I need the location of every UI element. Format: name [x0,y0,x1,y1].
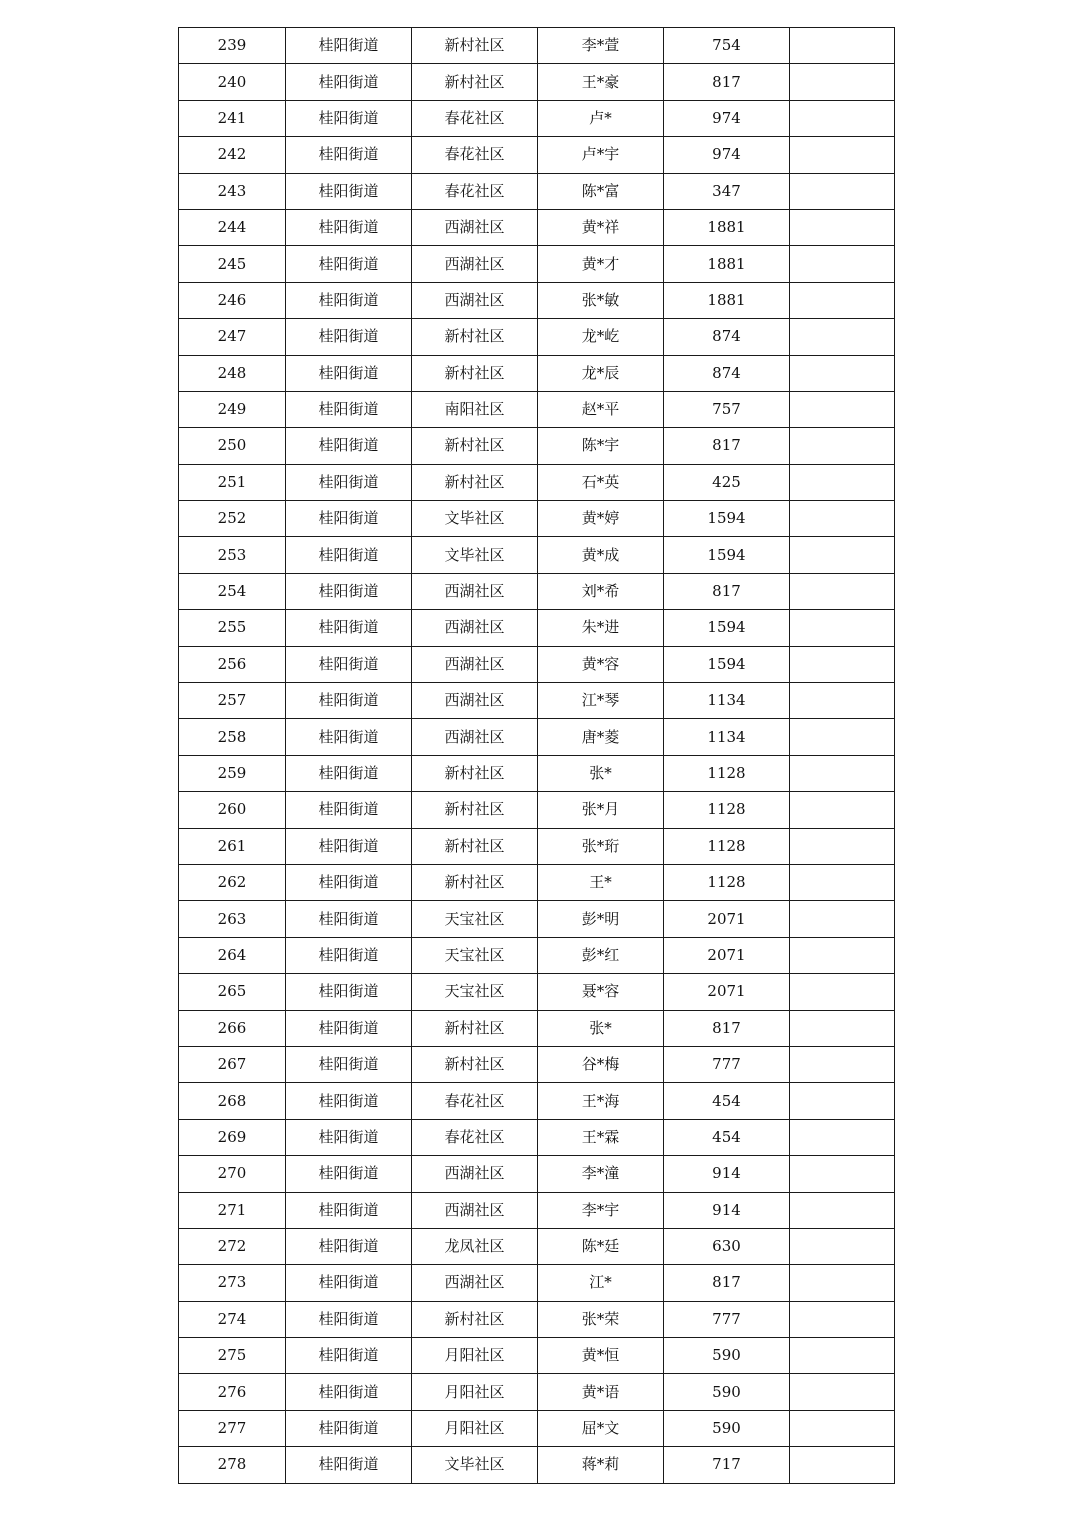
street-cell: 桂阳街道 [286,646,412,682]
table-row [179,646,895,682]
table-row [179,282,895,318]
name-cell: 张*月 [538,792,664,828]
street-cell: 桂阳街道 [286,1265,412,1301]
note-cell [790,1338,895,1374]
roster-table-body [179,28,895,1484]
amount-cell: 1128 [664,792,790,828]
community-cell: 新村社区 [412,755,538,791]
note-cell [790,610,895,646]
note-cell [790,209,895,245]
amount-cell: 347 [664,173,790,209]
note-cell [790,792,895,828]
table-row [179,319,895,355]
row-number-cell: 271 [179,1192,286,1228]
community-cell: 月阳社区 [412,1338,538,1374]
row-number-cell: 260 [179,792,286,828]
street-cell: 桂阳街道 [286,137,412,173]
amount-cell: 2071 [664,937,790,973]
name-cell: 张*珩 [538,828,664,864]
street-cell: 桂阳街道 [286,683,412,719]
name-cell: 蒋*莉 [538,1447,664,1483]
table-row [179,719,895,755]
name-cell: 李*萱 [538,28,664,64]
document-page [178,27,895,1484]
table-row [179,901,895,937]
amount-cell: 874 [664,355,790,391]
row-number-cell: 243 [179,173,286,209]
note-cell [790,501,895,537]
row-number-cell: 257 [179,683,286,719]
amount-cell: 817 [664,1265,790,1301]
name-cell: 黄*语 [538,1374,664,1410]
table-row [179,391,895,427]
table-row [179,246,895,282]
street-cell: 桂阳街道 [286,428,412,464]
row-number-cell: 239 [179,28,286,64]
name-cell: 屈*文 [538,1410,664,1446]
street-cell: 桂阳街道 [286,1083,412,1119]
table-row [179,864,895,900]
amount-cell: 817 [664,64,790,100]
note-cell [790,355,895,391]
community-cell: 文毕社区 [412,1447,538,1483]
name-cell: 黄*祥 [538,209,664,245]
table-row [179,355,895,391]
name-cell: 黄*恒 [538,1338,664,1374]
amount-cell: 974 [664,100,790,136]
name-cell: 黄*才 [538,246,664,282]
street-cell: 桂阳街道 [286,319,412,355]
amount-cell: 590 [664,1338,790,1374]
name-cell: 龙*辰 [538,355,664,391]
name-cell: 张* [538,1010,664,1046]
name-cell: 卢*宇 [538,137,664,173]
community-cell: 新村社区 [412,792,538,828]
row-number-cell: 244 [179,209,286,245]
community-cell: 春花社区 [412,137,538,173]
community-cell: 新村社区 [412,355,538,391]
name-cell: 彭*明 [538,901,664,937]
table-row [179,537,895,573]
street-cell: 桂阳街道 [286,755,412,791]
street-cell: 桂阳街道 [286,1447,412,1483]
street-cell: 桂阳街道 [286,1301,412,1337]
name-cell: 王* [538,864,664,900]
name-cell: 彭*红 [538,937,664,973]
community-cell: 龙凤社区 [412,1228,538,1264]
community-cell: 西湖社区 [412,282,538,318]
street-cell: 桂阳街道 [286,573,412,609]
row-number-cell: 251 [179,464,286,500]
row-number-cell: 242 [179,137,286,173]
note-cell [790,1010,895,1046]
note-cell [790,646,895,682]
row-number-cell: 264 [179,937,286,973]
table-row [179,792,895,828]
community-cell: 新村社区 [412,428,538,464]
note-cell [790,100,895,136]
row-number-cell: 268 [179,1083,286,1119]
community-cell: 西湖社区 [412,573,538,609]
table-row [179,610,895,646]
name-cell: 王*海 [538,1083,664,1119]
street-cell: 桂阳街道 [286,209,412,245]
row-number-cell: 248 [179,355,286,391]
amount-cell: 817 [664,573,790,609]
community-cell: 天宝社区 [412,974,538,1010]
note-cell [790,937,895,973]
row-number-cell: 259 [179,755,286,791]
name-cell: 张*荣 [538,1301,664,1337]
table-row [179,428,895,464]
street-cell: 桂阳街道 [286,355,412,391]
row-number-cell: 245 [179,246,286,282]
community-cell: 西湖社区 [412,683,538,719]
amount-cell: 425 [664,464,790,500]
row-number-cell: 261 [179,828,286,864]
amount-cell: 777 [664,1046,790,1082]
street-cell: 桂阳街道 [286,610,412,646]
note-cell [790,464,895,500]
street-cell: 桂阳街道 [286,864,412,900]
street-cell: 桂阳街道 [286,937,412,973]
amount-cell: 1128 [664,828,790,864]
note-cell [790,683,895,719]
street-cell: 桂阳街道 [286,792,412,828]
community-cell: 文毕社区 [412,501,538,537]
amount-cell: 1594 [664,610,790,646]
note-cell [790,1447,895,1483]
community-cell: 新村社区 [412,828,538,864]
name-cell: 赵*平 [538,391,664,427]
community-cell: 西湖社区 [412,1192,538,1228]
table-row [179,1338,895,1374]
name-cell: 江* [538,1265,664,1301]
amount-cell: 777 [664,1301,790,1337]
row-number-cell: 267 [179,1046,286,1082]
note-cell [790,428,895,464]
note-cell [790,1119,895,1155]
amount-cell: 1134 [664,719,790,755]
community-cell: 春花社区 [412,100,538,136]
table-row [179,209,895,245]
name-cell: 卢* [538,100,664,136]
amount-cell: 1594 [664,646,790,682]
community-cell: 新村社区 [412,1010,538,1046]
amount-cell: 1881 [664,246,790,282]
community-cell: 西湖社区 [412,209,538,245]
name-cell: 王*霖 [538,1119,664,1155]
name-cell: 李*潼 [538,1156,664,1192]
row-number-cell: 262 [179,864,286,900]
community-cell: 新村社区 [412,1046,538,1082]
street-cell: 桂阳街道 [286,1156,412,1192]
name-cell: 张*敏 [538,282,664,318]
community-cell: 新村社区 [412,28,538,64]
row-number-cell: 276 [179,1374,286,1410]
street-cell: 桂阳街道 [286,974,412,1010]
community-cell: 西湖社区 [412,646,538,682]
amount-cell: 757 [664,391,790,427]
row-number-cell: 277 [179,1410,286,1446]
note-cell [790,719,895,755]
name-cell: 江*琴 [538,683,664,719]
street-cell: 桂阳街道 [286,828,412,864]
name-cell: 唐*菱 [538,719,664,755]
name-cell: 李*宇 [538,1192,664,1228]
amount-cell: 817 [664,428,790,464]
community-cell: 西湖社区 [412,719,538,755]
amount-cell: 914 [664,1192,790,1228]
amount-cell: 454 [664,1083,790,1119]
amount-cell: 454 [664,1119,790,1155]
note-cell [790,755,895,791]
note-cell [790,828,895,864]
name-cell: 陈*廷 [538,1228,664,1264]
street-cell: 桂阳街道 [286,28,412,64]
street-cell: 桂阳街道 [286,100,412,136]
name-cell: 谷*梅 [538,1046,664,1082]
community-cell: 西湖社区 [412,1156,538,1192]
note-cell [790,137,895,173]
table-row [179,28,895,64]
note-cell [790,173,895,209]
row-number-cell: 278 [179,1447,286,1483]
table-row [179,1156,895,1192]
street-cell: 桂阳街道 [286,901,412,937]
table-row [179,173,895,209]
street-cell: 桂阳街道 [286,1192,412,1228]
table-row [179,137,895,173]
table-row [179,1010,895,1046]
name-cell: 陈*富 [538,173,664,209]
amount-cell: 1594 [664,501,790,537]
name-cell: 聂*容 [538,974,664,1010]
table-row [179,1228,895,1264]
table-row [179,1374,895,1410]
community-cell: 新村社区 [412,64,538,100]
community-cell: 南阳社区 [412,391,538,427]
table-row [179,573,895,609]
name-cell: 陈*宇 [538,428,664,464]
row-number-cell: 265 [179,974,286,1010]
community-cell: 新村社区 [412,319,538,355]
note-cell [790,974,895,1010]
name-cell: 朱*进 [538,610,664,646]
note-cell [790,537,895,573]
table-row [179,1265,895,1301]
amount-cell: 817 [664,1010,790,1046]
row-number-cell: 249 [179,391,286,427]
community-cell: 西湖社区 [412,1265,538,1301]
row-number-cell: 258 [179,719,286,755]
name-cell: 张* [538,755,664,791]
table-row [179,1447,895,1483]
amount-cell: 754 [664,28,790,64]
community-cell: 春花社区 [412,1083,538,1119]
name-cell: 石*英 [538,464,664,500]
amount-cell: 1134 [664,683,790,719]
table-row [179,755,895,791]
table-row [179,974,895,1010]
street-cell: 桂阳街道 [286,501,412,537]
community-cell: 西湖社区 [412,246,538,282]
amount-cell: 874 [664,319,790,355]
table-row [179,937,895,973]
note-cell [790,1410,895,1446]
roster-table [178,27,895,1484]
street-cell: 桂阳街道 [286,1374,412,1410]
community-cell: 天宝社区 [412,937,538,973]
note-cell [790,1046,895,1082]
row-number-cell: 252 [179,501,286,537]
community-cell: 月阳社区 [412,1374,538,1410]
amount-cell: 590 [664,1374,790,1410]
row-number-cell: 254 [179,573,286,609]
name-cell: 黄*成 [538,537,664,573]
row-number-cell: 270 [179,1156,286,1192]
note-cell [790,1156,895,1192]
community-cell: 春花社区 [412,1119,538,1155]
note-cell [790,1265,895,1301]
row-number-cell: 246 [179,282,286,318]
row-number-cell: 266 [179,1010,286,1046]
amount-cell: 974 [664,137,790,173]
table-row [179,1083,895,1119]
amount-cell: 1881 [664,209,790,245]
street-cell: 桂阳街道 [286,246,412,282]
amount-cell: 630 [664,1228,790,1264]
table-row [179,1119,895,1155]
row-number-cell: 275 [179,1338,286,1374]
name-cell: 王*豪 [538,64,664,100]
note-cell [790,28,895,64]
note-cell [790,1083,895,1119]
name-cell: 龙*屹 [538,319,664,355]
table-row [179,464,895,500]
row-number-cell: 274 [179,1301,286,1337]
amount-cell: 2071 [664,974,790,1010]
note-cell [790,319,895,355]
amount-cell: 1881 [664,282,790,318]
community-cell: 月阳社区 [412,1410,538,1446]
row-number-cell: 269 [179,1119,286,1155]
street-cell: 桂阳街道 [286,1228,412,1264]
street-cell: 桂阳街道 [286,1119,412,1155]
note-cell [790,246,895,282]
row-number-cell: 255 [179,610,286,646]
note-cell [790,64,895,100]
amount-cell: 1128 [664,864,790,900]
name-cell: 黄*容 [538,646,664,682]
street-cell: 桂阳街道 [286,464,412,500]
row-number-cell: 247 [179,319,286,355]
street-cell: 桂阳街道 [286,1338,412,1374]
row-number-cell: 273 [179,1265,286,1301]
table-row [179,1410,895,1446]
community-cell: 文毕社区 [412,537,538,573]
community-cell: 新村社区 [412,864,538,900]
amount-cell: 590 [664,1410,790,1446]
street-cell: 桂阳街道 [286,1046,412,1082]
row-number-cell: 253 [179,537,286,573]
note-cell [790,282,895,318]
name-cell: 黄*婷 [538,501,664,537]
street-cell: 桂阳街道 [286,391,412,427]
note-cell [790,901,895,937]
table-row [179,1301,895,1337]
table-row [179,828,895,864]
street-cell: 桂阳街道 [286,64,412,100]
table-row [179,64,895,100]
street-cell: 桂阳街道 [286,1010,412,1046]
community-cell: 春花社区 [412,173,538,209]
note-cell [790,1228,895,1264]
street-cell: 桂阳街道 [286,1410,412,1446]
street-cell: 桂阳街道 [286,537,412,573]
row-number-cell: 256 [179,646,286,682]
amount-cell: 2071 [664,901,790,937]
name-cell: 刘*希 [538,573,664,609]
row-number-cell: 241 [179,100,286,136]
note-cell [790,1192,895,1228]
amount-cell: 914 [664,1156,790,1192]
table-row [179,501,895,537]
table-row [179,1192,895,1228]
community-cell: 天宝社区 [412,901,538,937]
table-row [179,683,895,719]
street-cell: 桂阳街道 [286,282,412,318]
note-cell [790,391,895,427]
row-number-cell: 240 [179,64,286,100]
street-cell: 桂阳街道 [286,173,412,209]
note-cell [790,864,895,900]
note-cell [790,573,895,609]
street-cell: 桂阳街道 [286,719,412,755]
row-number-cell: 272 [179,1228,286,1264]
note-cell [790,1301,895,1337]
table-row [179,100,895,136]
table-row [179,1046,895,1082]
community-cell: 新村社区 [412,464,538,500]
row-number-cell: 250 [179,428,286,464]
amount-cell: 1594 [664,537,790,573]
amount-cell: 717 [664,1447,790,1483]
note-cell [790,1374,895,1410]
community-cell: 新村社区 [412,1301,538,1337]
community-cell: 西湖社区 [412,610,538,646]
row-number-cell: 263 [179,901,286,937]
amount-cell: 1128 [664,755,790,791]
